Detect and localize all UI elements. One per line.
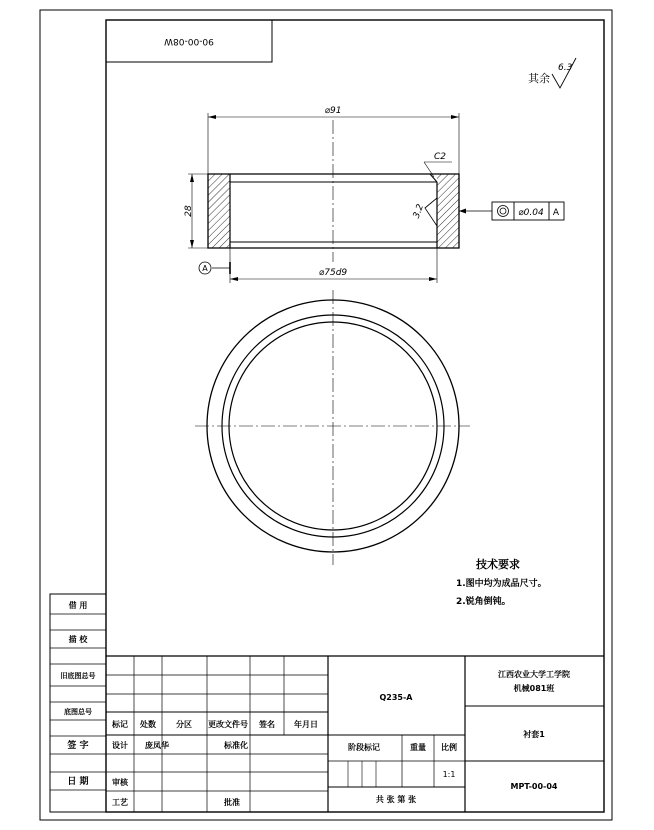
top-code-box bbox=[106, 20, 272, 62]
part-name: 衬套1 bbox=[523, 730, 545, 739]
material: Q235-A bbox=[379, 693, 413, 702]
hdr-sign: 签名 bbox=[259, 720, 275, 729]
hdr-scale: 比例 bbox=[441, 743, 457, 752]
side-old-no: 旧底图总号 bbox=[60, 672, 96, 680]
hdr-zone: 分区 bbox=[176, 720, 192, 729]
scale-value: 1:1 bbox=[442, 770, 456, 779]
outer-border bbox=[40, 10, 612, 820]
hdr-weight: 重量 bbox=[410, 743, 426, 752]
designer-signature: 庞凤华 bbox=[145, 741, 169, 750]
chamfer-label: C2 bbox=[434, 152, 447, 162]
top-code-text: 90-00-08W bbox=[164, 36, 214, 46]
row-process: 工艺 bbox=[112, 798, 128, 807]
school-line-1: 江西农业大学工学院 bbox=[498, 670, 570, 679]
tolerance-value: ⌀0.04 bbox=[518, 208, 544, 218]
bore-roughness-value: 3.2 bbox=[411, 202, 427, 220]
section-view bbox=[184, 106, 564, 283]
dim-height: 28 bbox=[184, 205, 194, 217]
drawing-number: MPT-00-04 bbox=[510, 782, 558, 791]
inner-border bbox=[106, 20, 604, 812]
bore-roughness-icon bbox=[425, 198, 437, 226]
dim-inner-diameter: ⌀75d9 bbox=[318, 268, 348, 278]
tolerance-frame bbox=[492, 202, 564, 220]
tolerance-datum: A bbox=[552, 208, 560, 218]
hdr-date: 年月日 bbox=[294, 720, 318, 729]
tech-req-title: 技术要求 bbox=[476, 558, 520, 571]
sheet-info: 共 张 第 张 bbox=[375, 795, 417, 804]
surface-roughness-rest bbox=[528, 58, 576, 88]
row-design: 设计 bbox=[112, 741, 128, 750]
school-line-2: 机械081班 bbox=[513, 684, 555, 693]
tech-req-item-1: 1.图中均为成品尺寸。 bbox=[456, 579, 547, 589]
right-wall-hatch bbox=[437, 174, 459, 248]
row-standardization: 标准化 bbox=[224, 741, 248, 750]
side-trace: 描 校 bbox=[68, 635, 88, 644]
row-approve: 批准 bbox=[224, 798, 240, 807]
side-date: 日 期 bbox=[67, 777, 89, 787]
datum-label: A bbox=[202, 264, 208, 273]
tech-req-item-2: 2.锐角倒钝。 bbox=[456, 597, 511, 607]
hdr-stage: 阶段标记 bbox=[348, 743, 380, 752]
technical-requirements bbox=[456, 557, 547, 607]
hdr-count: 处数 bbox=[140, 720, 156, 729]
top-view bbox=[195, 290, 470, 565]
side-base-no: 底图总号 bbox=[64, 708, 92, 716]
side-borrow: 借 用 bbox=[68, 601, 88, 610]
rest-label: 其余 bbox=[528, 72, 550, 85]
row-review: 审核 bbox=[112, 778, 128, 787]
side-signature: 签 字 bbox=[67, 741, 89, 751]
dim-outer-diameter: ⌀91 bbox=[324, 106, 342, 116]
concentricity-icon bbox=[498, 206, 509, 217]
hdr-doc: 更改文件号 bbox=[208, 720, 248, 729]
left-wall-hatch bbox=[208, 174, 230, 248]
hdr-mark: 标记 bbox=[112, 720, 128, 729]
roughness-rest-value: 6.3 bbox=[558, 63, 573, 73]
